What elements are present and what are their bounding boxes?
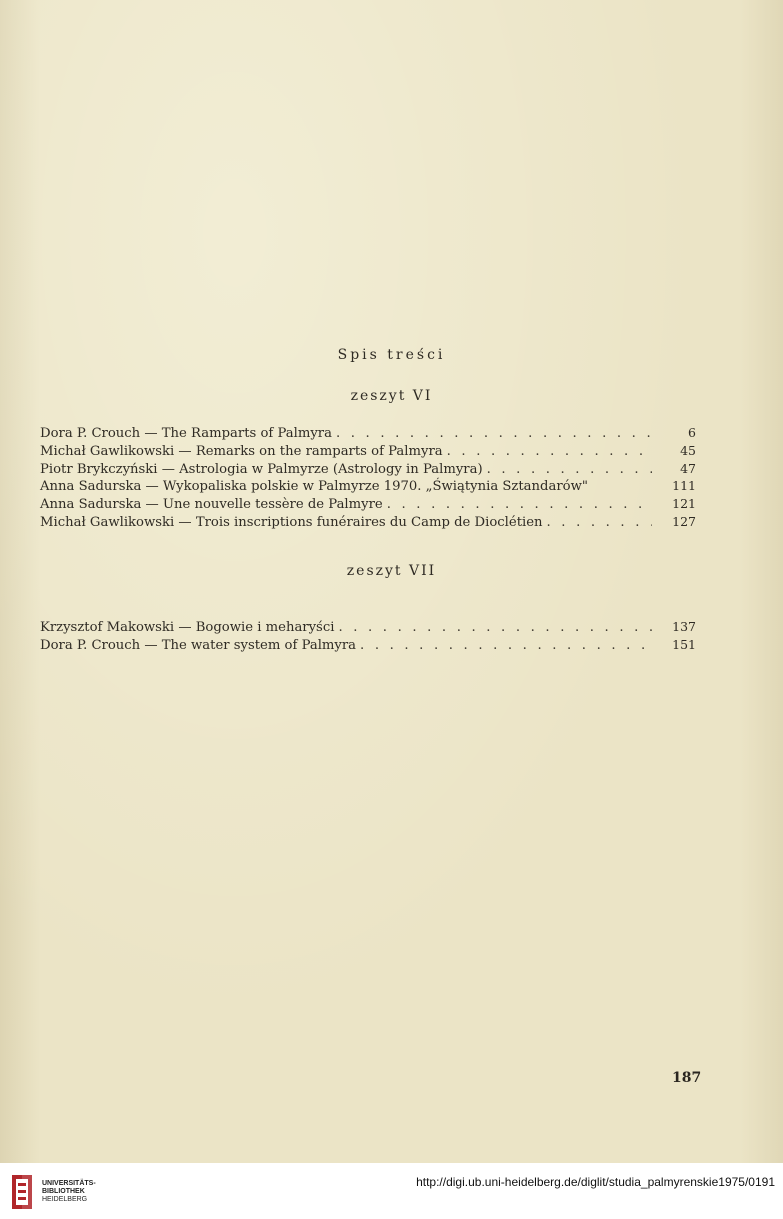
toc-entry-page: 121 xyxy=(672,496,696,512)
source-url[interactable]: http://digi.ub.uni-heidelberg.de/diglit/studia_palmyrenskie1975/0191 xyxy=(416,1175,775,1189)
dot-leader xyxy=(334,619,652,637)
page-number: 187 xyxy=(672,1070,702,1086)
dot-leader xyxy=(543,514,652,532)
toc-entry-page: 45 xyxy=(680,442,696,458)
toc-entry xyxy=(40,460,696,478)
toc-title: Spis treści xyxy=(337,347,446,363)
toc-entry-title: Piotr Brykczyński — Astrologia w Palmyrze (Astrology in Palmyra) xyxy=(40,461,483,477)
toc-entry xyxy=(40,513,696,531)
library-name-line2: BIBLIOTHEK xyxy=(42,1188,85,1195)
toc-entry-title: Dora P. Crouch — The water system of Palmyra xyxy=(40,637,357,653)
toc-entry xyxy=(40,618,696,636)
toc-entry-title: Anna Sadurska — Une nouvelle tessère de Palmyre xyxy=(40,497,383,513)
toc-entry-title: Anna Sadurska — Wykopaliska polskie w Palmyrze 1970. „Świątynia Sztandarów" xyxy=(40,479,588,495)
toc-entry-page: 47 xyxy=(680,460,696,476)
dot-leader xyxy=(483,461,652,479)
library-name xyxy=(42,1180,96,1204)
toc-list-zeszyt-vi xyxy=(40,424,696,531)
section-heading-zeszyt-vii: zeszyt VII xyxy=(346,563,437,579)
toc-entry-page: 137 xyxy=(672,619,696,634)
toc-entry xyxy=(40,424,696,442)
toc-entry-page: 151 xyxy=(672,636,696,652)
toc-entry-page: 127 xyxy=(672,513,696,529)
toc-entry xyxy=(40,477,696,495)
digitization-footer xyxy=(0,1163,783,1219)
toc-entry xyxy=(40,442,696,460)
toc-entry-title: Krzysztof Makowski — Bogowie i meharyści xyxy=(40,620,335,635)
dot-leader xyxy=(383,496,652,514)
toc-entry-title: Dora P. Crouch — The Ramparts of Palmyra xyxy=(40,426,332,441)
dot-leader xyxy=(443,443,652,461)
library-name-line3: HEIDELBERG xyxy=(42,1196,88,1203)
toc-entry-page: 6 xyxy=(688,425,696,440)
section-heading-zeszyt-vi: zeszyt VI xyxy=(350,388,433,404)
toc-entry xyxy=(40,636,696,654)
ub-heidelberg-logo-icon xyxy=(8,1173,36,1211)
toc-entry-title: Michał Gawlikowski — Trois inscriptions funéraires du Camp de Dioclétien xyxy=(40,514,543,530)
toc-entry-page: 111 xyxy=(672,478,696,494)
dot-leader xyxy=(356,637,652,655)
toc-list-zeszyt-vii xyxy=(40,618,696,654)
library-name-line1: UNIVERSITÄTS- xyxy=(42,1180,96,1187)
dot-leader xyxy=(332,425,652,443)
toc-entry-title: Michał Gawlikowski — Remarks on the ramparts of Palmyra xyxy=(40,443,443,459)
toc-entry xyxy=(40,495,696,513)
